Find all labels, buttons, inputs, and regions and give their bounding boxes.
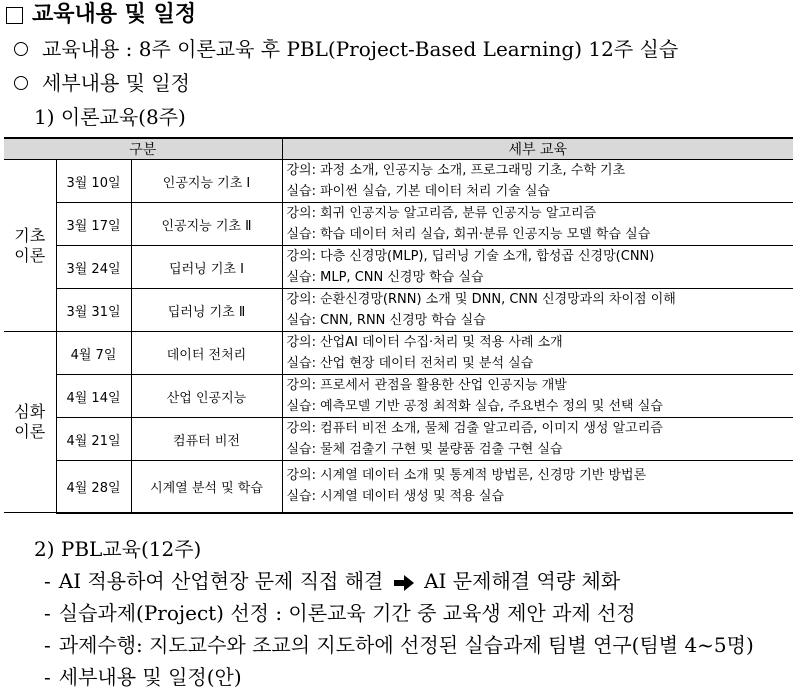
- date-cell: 4월 21일: [56, 418, 131, 461]
- pbl-item-after: AI 문제해결 역량 체화: [424, 569, 621, 593]
- date-cell: 3월 24일: [56, 246, 131, 289]
- lecture-text: 강의: 회귀 인공지능 알고리즘, 분류 인공지능 알고리즘: [286, 206, 597, 221]
- dash-bullet: -: [44, 633, 51, 657]
- topic-cell: 딥러닝 기초 Ⅰ: [131, 246, 282, 289]
- pbl-item-text: 실습과제(Project) 선정 : 이론교육 기간 중 교육생 제안 과제 선정: [58, 601, 636, 625]
- detail-cell: [282, 375, 793, 418]
- detail-cell: [282, 203, 793, 246]
- lecture-text: 강의: 과정 소개, 인공지능 소개, 프로그래밍 기초, 수학 기초: [286, 163, 626, 178]
- date-cell: 4월 28일: [56, 461, 131, 513]
- dash-bullet: -: [44, 569, 51, 593]
- detail-cell: [282, 461, 793, 513]
- date-cell: 3월 17일: [56, 203, 131, 246]
- practice-text: 실습: 예측모델 기반 공정 최적화 실습, 주요변수 정의 및 선택 실습: [286, 399, 663, 414]
- detail-cell: [282, 289, 793, 332]
- practice-text: 실습: 산업 현장 데이터 전처리 및 분석 실습: [286, 356, 534, 371]
- pbl-item-text: 과제수행: 지도교수와 조교의 지도하에 선정된 실습과제 팀별 연구(팀별 4~5명): [58, 633, 754, 657]
- circle-bullet-icon: [14, 42, 28, 56]
- date-cell: 4월 7일: [56, 332, 131, 375]
- section-heading: [6, 2, 196, 28]
- lecture-text: 강의: 프로세서 관점을 활용한 산업 인공지능 개발: [286, 378, 567, 393]
- lecture-text: 강의: 다층 신경망(MLP), 딥러닝 기술 소개, 합성곱 신경망(CNN): [286, 249, 655, 264]
- intro-detail-line: [14, 70, 190, 96]
- practice-text: 실습: MLP, CNN 신경망 학습 실습: [286, 270, 484, 285]
- table-row: [4, 203, 793, 246]
- category-label: 심화: [14, 402, 46, 421]
- table-row: [4, 375, 793, 418]
- topic-cell: 산업 인공지능: [131, 375, 282, 418]
- table-row: [4, 289, 793, 332]
- practice-text: 실습: 학습 데이터 처리 실습, 회귀·분류 인공지능 모델 학습 실습: [286, 227, 651, 242]
- intro-content-line: [14, 36, 678, 62]
- category-cell: [4, 332, 56, 513]
- detail-cell: [282, 418, 793, 461]
- practice-text: 실습: 물체 검출기 구현 및 불량품 검출 구현 실습: [286, 442, 563, 457]
- topic-cell: 컴퓨터 비전: [131, 418, 282, 461]
- detail-cell: [282, 160, 793, 203]
- theory-subtitle: 1) 이론교육(8주): [34, 105, 186, 129]
- dash-bullet: -: [44, 601, 51, 625]
- topic-cell: 인공지능 기초 Ⅱ: [131, 203, 282, 246]
- date-cell: 3월 10일: [56, 160, 131, 203]
- header-category: 구분: [4, 138, 282, 160]
- right-arrow-icon: [394, 575, 414, 591]
- lecture-text: 강의: 순환신경망(RNN) 소개 및 DNN, CNN 신경망과의 차이점 이해: [286, 292, 676, 307]
- pbl-item: [44, 568, 620, 594]
- table-row: [4, 160, 793, 203]
- category-cell: [4, 160, 56, 332]
- date-cell: 4월 14일: [56, 375, 131, 418]
- topic-cell: 딥러닝 기초 Ⅱ: [131, 289, 282, 332]
- topic-cell: 인공지능 기초 Ⅰ: [131, 160, 282, 203]
- practice-text: 실습: 시계열 데이터 생성 및 적용 실습: [286, 489, 505, 505]
- circle-bullet-icon: [14, 76, 28, 90]
- topic-cell: 시계열 분석 및 학습: [131, 461, 282, 513]
- table-header-row: [4, 138, 793, 160]
- date-cell: 3월 31일: [56, 289, 131, 332]
- pbl-subtitle: 2) PBL교육(12주): [34, 537, 202, 561]
- lecture-text: 강의: 시계열 데이터 소개 및 통계적 방법론, 신경망 기반 방법론: [286, 468, 647, 484]
- intro-detail-text: 세부내용 및 일정: [42, 71, 190, 95]
- intro-content-text: 교육내용 : 8주 이론교육 후 PBL(Project-Based Learning) 12주 실습: [42, 37, 679, 61]
- lecture-text: 강의: 산업AI 데이터 수집·처리 및 적용 사례 소개: [286, 335, 563, 350]
- pbl-item: [44, 600, 636, 626]
- topic-cell: 데이터 전처리: [131, 332, 282, 375]
- table-row: [4, 418, 793, 461]
- practice-text: 실습: CNN, RNN 신경망 학습 실습: [286, 313, 486, 328]
- pbl-item: [44, 632, 754, 658]
- pbl-item-before: AI 적용하여 산업현장 문제 직접 해결: [58, 569, 384, 593]
- category-label: 이론: [14, 245, 46, 265]
- pbl-item-text: 세부내용 및 일정(안): [58, 665, 242, 689]
- detail-cell: [282, 246, 793, 289]
- header-detail: 세부 교육: [282, 138, 793, 160]
- table-row: [4, 332, 793, 375]
- lecture-text: 강의: 컴퓨터 비전 소개, 물체 검출 알고리즘, 이미지 생성 알고리즘: [286, 421, 663, 436]
- detail-cell: [282, 332, 793, 375]
- category-label: 기초: [14, 225, 46, 245]
- checkbox-square-icon: [6, 7, 23, 24]
- table-row: [4, 461, 793, 513]
- pbl-item: [44, 664, 242, 690]
- category-label: 이론: [14, 422, 46, 441]
- theory-schedule-table: [4, 137, 793, 514]
- practice-text: 실습: 파이썬 실습, 기본 데이터 처리 기술 실습: [286, 184, 550, 199]
- section-title: 교육내용 및 일정: [32, 2, 197, 27]
- table-row: [4, 246, 793, 289]
- dash-bullet: -: [44, 665, 51, 689]
